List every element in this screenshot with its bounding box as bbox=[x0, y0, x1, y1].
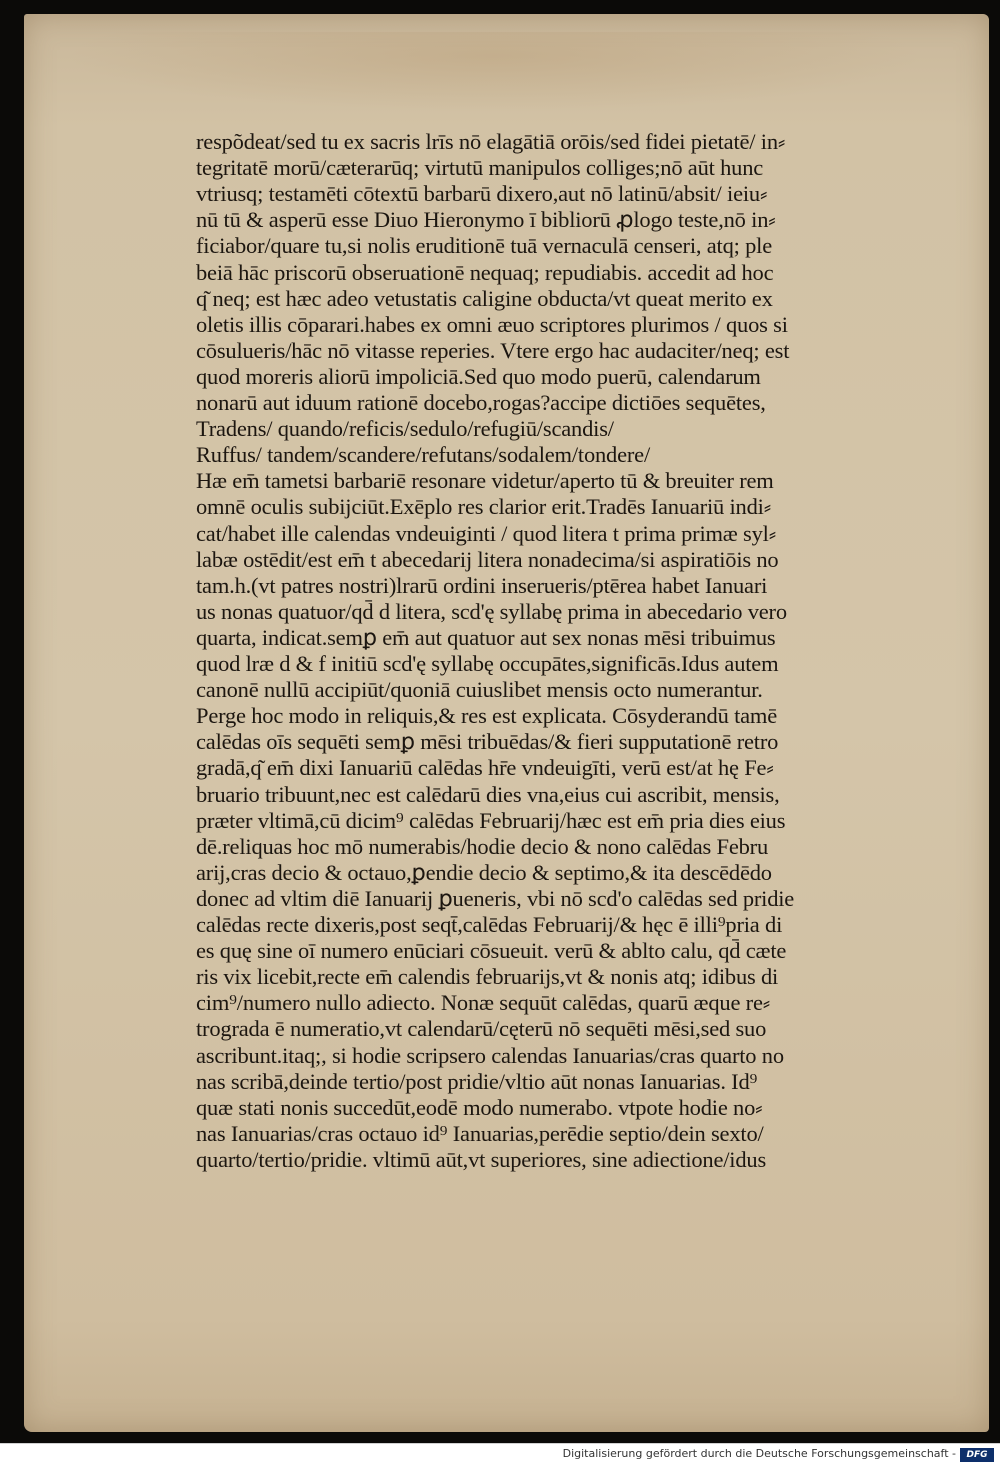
text-line: q͂ neq; est hæc adeo vetustatis caligine obducta/vt queat merito ex bbox=[196, 285, 773, 311]
text-line: canonē nullū accipiūt/quoniā cuiuslibet mensis octo numerantur. bbox=[196, 677, 763, 703]
text-line: tegritatē morū/cæterarūq; virtutū manipulos colliges;nō aūt hunc bbox=[196, 155, 764, 181]
text-line: cim⁹/numero nullo adiecto. Nonæ sequūt calēdas, quarū æque re⸗ bbox=[196, 990, 771, 1016]
text-line: quod lræ d & f initiū scd'ę syllabę occupātes,significās.Idus autem bbox=[196, 651, 779, 676]
text-line: quarto/tertio/pridie. vltimū aūt,vt superiores, sine adiectione/idus bbox=[196, 1146, 767, 1172]
text-line: tam.h.(vt patres nostri)lrarū ordini inserueris/ptērea habet Ianuari bbox=[196, 572, 768, 598]
text-line: trograda ē numeratio,vt calendarū/cęterū nō sequēti mēsi,sed suo bbox=[196, 1016, 767, 1042]
text-line: respõdeat/sed tu ex sacris lrīs nō elagātiā orōis/sed fidei pietatē/ in⸗ bbox=[196, 129, 786, 154]
text-line: Perge hoc modo in reliquis,& res est explicata. Cōsyderandū tamē bbox=[196, 703, 778, 729]
text-line: oletis illis cōparari.habes ex omni æuo scriptores plurimos / quos si bbox=[196, 311, 788, 337]
text-line: beiā hāc priscorū obseruationē nequaq; repudiabis. accedit ad hoc bbox=[196, 259, 774, 285]
text-line: nū tū & asperū esse Diuo Hieronymo ī bibliorū ꝓlogo teste,nō in⸗ bbox=[196, 207, 776, 233]
text-line: Ruffus/ tandem/scandere/refutans/sodalem/tondere/ bbox=[196, 442, 651, 468]
text-line: ascribunt.itaq;, si hodie scripsero calendas Ianuarias/cras quarto no bbox=[196, 1042, 784, 1068]
text-line: nas scribā,deinde tertio/post pridie/vltio aūt nonas Ianuarias. Id⁹ bbox=[196, 1068, 758, 1094]
text-line: dē.reliquas hoc mō numerabis/hodie decio & nono calēdas Febru bbox=[196, 833, 769, 859]
dfg-logo: DFG bbox=[960, 1448, 994, 1462]
footer-bar bbox=[0, 1443, 1000, 1466]
text-line: ficiabor/quare tu,si nolis eruditionē tuā vernaculā censeri, atq; ple bbox=[196, 233, 772, 259]
text-line: cōsulueris/hāc nō vitasse reperies. Vtere ergo hac audaciter/neq; est bbox=[196, 337, 790, 363]
text-line: calēdas oīs sequēti semꝑ mēsi tribuēdas/& fieri supputationē retro bbox=[196, 729, 779, 755]
funding-credit: Digitalisierung gefördert durch die Deutsche Forschungsgemeinschaft - bbox=[562, 1447, 956, 1460]
page-stain bbox=[64, 32, 924, 112]
text-line: Tradens/ quando/reficis/sedulo/refugiū/scandis/ bbox=[196, 416, 614, 442]
text-line: omnē oculis subijciūt.Exēplo res clarior erit.Tradēs Ianuariū indi⸗ bbox=[196, 494, 771, 520]
text-line: præter vltimā,cū dicim⁹ calēdas Februarij/hæc est em̄ pria dies eius bbox=[196, 807, 786, 833]
text-line: arij,cras decio & octauo,ꝑendie decio & septimo,& ita descēdēdo bbox=[196, 859, 772, 885]
text-line: es quę sine oī numero enūciari cōsueuit. verū & ablto calu, qd̄ cæte bbox=[196, 938, 787, 964]
text-line: nonarū aut iduum rationē docebo,rogas?accipe dictiōes sequētes, bbox=[196, 390, 766, 415]
text-line: calēdas recte dixeris,post seqt̄,calēdas Februarij/& hęc ē illi⁹pria di bbox=[196, 912, 783, 937]
text-line: ris vix licebit,recte em̄ calendis februarijs,vt & nonis atq; idibus di bbox=[196, 964, 779, 990]
text-line: gradā,q͂ em̄ dixi Ianuariū calēdas hr̄e vndeuigīti, verū est/at hę Fe⸗ bbox=[196, 755, 774, 781]
text-line: bruario tribuunt,nec est calēdarū dies vna,eius cui ascribit, mensis, bbox=[196, 781, 780, 807]
text-line: vtriusq; testamēti cōtextū barbarū dixero,aut nō latinū/absit/ ieiu⸗ bbox=[196, 181, 768, 207]
text-line: cat/habet ille calendas vndeuiginti / quod litera t prima primæ syl⸗ bbox=[196, 520, 776, 546]
text-line: us nonas quatuor/qd̄ d litera, scd'ę syllabę prima in abecedario vero bbox=[196, 598, 787, 624]
text-line: labæ ostēdit/est em̄ t abecedarij litera nonadecima/si aspiratiōis no bbox=[196, 546, 779, 572]
text-line: quarta, indicat.semꝑ em̄ aut quatuor aut sex nonas mēsi tribuimus bbox=[196, 624, 776, 650]
text-line: donec ad vltim diē Ianuarij ꝑueneris, vbi nō scd'o calēdas sed pridie bbox=[196, 885, 795, 911]
text-line: Hæ em̄ tametsi barbariē resonare videtur/aperto tū & breuiter rem bbox=[196, 468, 774, 494]
text-line: nas Ianuarias/cras octauo id⁹ Ianuarias,perēdie septio/dein sexto/ bbox=[196, 1120, 764, 1146]
text-line: quod moreris aliorū impoliciā.Sed quo modo puerū, calendarum bbox=[196, 363, 761, 389]
text-line: quæ stati nonis succedūt,eodē modo numerabo. vtpote hodie no⸗ bbox=[196, 1094, 763, 1120]
